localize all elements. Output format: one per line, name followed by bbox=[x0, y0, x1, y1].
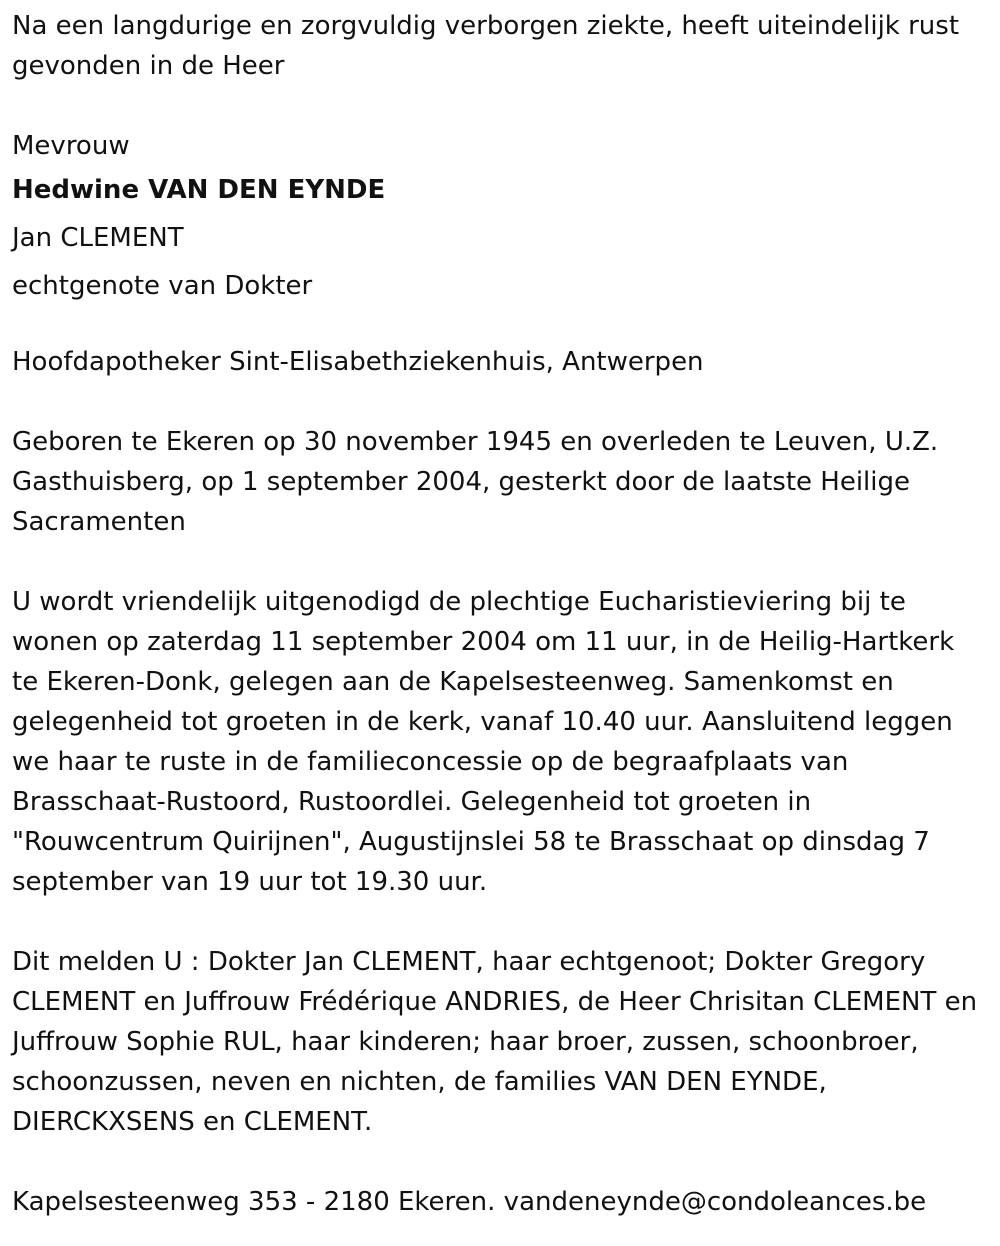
spacer bbox=[12, 310, 988, 342]
spacer bbox=[12, 902, 988, 942]
salutation: Mevrouw bbox=[12, 131, 130, 161]
spacer bbox=[12, 1142, 988, 1182]
spacer bbox=[12, 86, 988, 126]
deceased-name: Hedwine VAN DEN EYNDE bbox=[12, 175, 386, 205]
position-text: Hoofdapotheker Sint-Elisabethziekenhuis, Antwerpen bbox=[12, 347, 704, 377]
spouse-title: echtgenote van Dokter bbox=[12, 271, 313, 301]
address-text: Kapelsesteenweg 353 - 2180 Ekeren. vandeneynde@condoleances.be bbox=[12, 1187, 927, 1217]
spouse-name: Jan CLEMENT bbox=[12, 223, 184, 253]
intro-text: Na een langdurige en zorgvuldig verborgen ziekte, heeft uiteindelijk rust gevonden in de Heer bbox=[12, 11, 960, 81]
spacer bbox=[12, 542, 988, 582]
ceremony-text: U wordt vriendelijk uitgenodigd de plechtige Eucharistieviering bij te wonen op zaterdag 11 september 2004 om 11 uur, in de Heilig-Hartkerk te Ekeren-Donk, gelegen aan de Kapelsesteenweg. Samenkomst en gelegenheid tot groeten in de kerk, vanaf 10.40 uur. Aansluitend leggen we haar te ruste in de familieconcessie op de begraafplaats van Brasschaat-Rustoord, Rustoordlei. Gelegenheid tot groeten in "Rouwcentrum Quirijnen", Augustijnslei 58 te Brasschaat op dinsdag 7 september van 19 uur tot 19.30 uur. bbox=[12, 587, 955, 897]
spacer bbox=[12, 382, 988, 422]
family-text: Dit melden U : Dokter Jan CLEMENT, haar echtgenoot; Dokter Gregory CLEMENT en Juffrouw Frédérique ANDRIES, de Heer Chrisitan CLEMENT en Juffrouw Sophie RUL, haar kinderen; haar broer, zussen, schoonbroer, schoonzussen, neven en nichten, de families VAN DEN EYNDE, DIERCKXSENS en CLEMENT. bbox=[12, 947, 978, 1137]
birth-death-text: Geboren te Ekeren op 30 november 1945 en overleden te Leuven, U.Z. Gasthuisberg, op 1 september 2004, gesterkt door de laatste Heilige Sacramenten bbox=[12, 427, 939, 537]
